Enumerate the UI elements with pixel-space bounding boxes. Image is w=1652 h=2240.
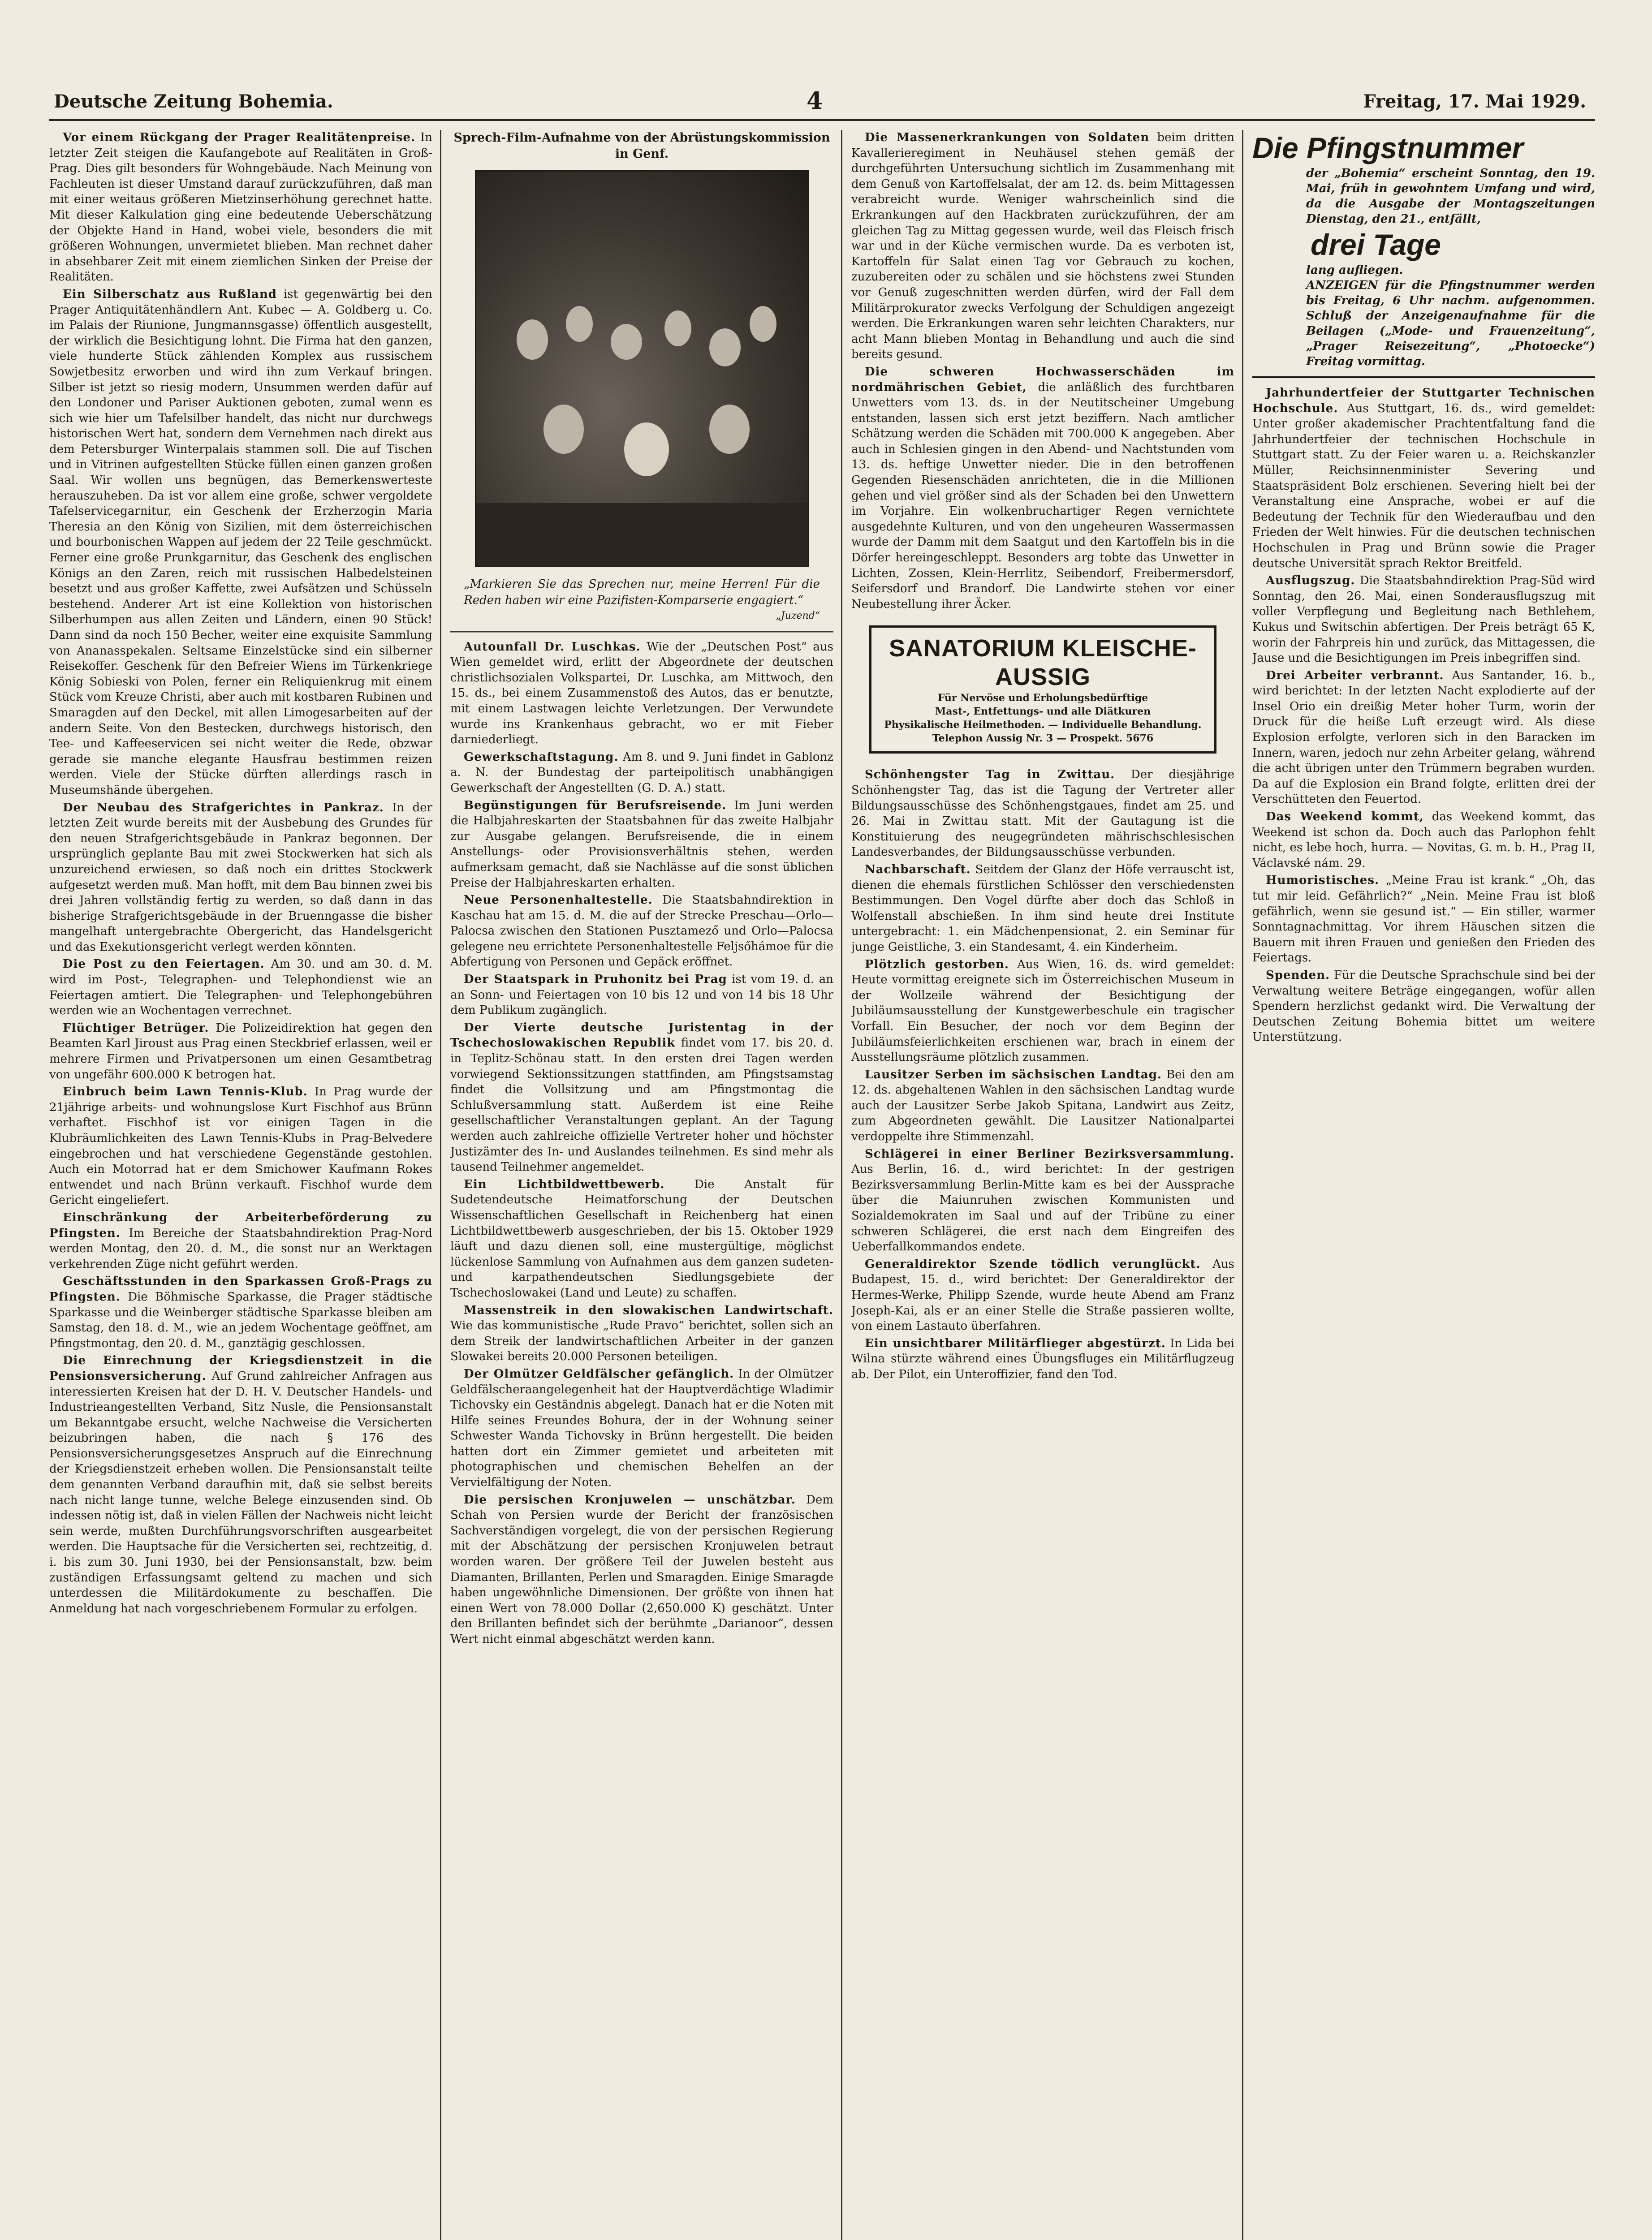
article: Einschränkung der Arbeiterbeförderung zu Pfingsten. Im Bereiche der Staatsbahndirektion Prag-Nord werden Montag, den 20. d. M., die sonst nur an Werktagen verkehrenden Züge nicht geführt werden. bbox=[49, 1210, 432, 1271]
ad-line: Für Nervöse und Erholungsbedürftige bbox=[937, 692, 1148, 704]
photo-credit: „Juzend“ bbox=[776, 610, 820, 621]
column-divider bbox=[440, 130, 441, 2240]
newspaper-page bbox=[49, 83, 1595, 2240]
article: Begünstigungen für Berufsreisende. Im Juni werden die Halbjahreskarten der Staatsbahnen für das zweite Halbjahr zur Ausgabe gelangen. Berufsreisende, die in einem Anstellungs- oder Provisionsverhältnis stehen, werden aufmerksam gemacht, daß sie Nachlässe auf die sonst üblichen Preise der Halbjahreskarten erhalten. bbox=[450, 798, 833, 890]
article: Ein Lichtbildwettbewerb. Die Anstalt für Sudetendeutsche Heimatforschung der Deutschen Wissenschaftlichen Gesellschaft in Reichenberg hat einen Lichtbildwettbewerb ausgeschrieben, der bis 15. Oktober 1929 läuft und dazu dienen soll, eine mustergültige, möglichst lückenlose Sammlung von Aufnahmen aus dem ganzen sudeten- und karpathendeutschen Siedlungsgebiete der Tschechoslowakei (Land und Leute) zu schaffen. bbox=[450, 1177, 833, 1300]
ad-title: SANATORIUM KLEISCHE-AUSSIG bbox=[889, 635, 1197, 691]
column-3 bbox=[851, 130, 1234, 2240]
article: Flüchtiger Betrüger. Die Polizeidirektion hat gegen den Beamten Karl Jiroust aus Prag einen Steckbrief erlassen, weil er mehrere Firmen und Privatpersonen um einen Gesamtbetrag von ungefähr 600.000 K betrogen hat. bbox=[49, 1021, 432, 1081]
article: Autounfall Dr. Luschkas. Wie der „Deutschen Post“ aus Wien gemeldet wird, erlitt der Abgeordnete der deutschen christlichsozialen Volkspartei, Dr. Luschka, am Mittwoch, den 15. ds., bei einem Zusammenstoß des Autos, das er benutzte, mit einem Lastwagen leichte Verletzungen. Der Verwundete wurde ins Krankenhaus gebracht, wo er mit Fieber darniederliegt. bbox=[450, 640, 833, 747]
article: Drei Arbeiter verbrannt. Aus Santander, 16. b., wird berichtet: In der letzten Nacht explodierte auf der Insel Orio ein dreißig Meter hoher Turm, worin der Druck für die heiße Luft erzeugt wird. Als diese Explosion erfolgte, verloren sich in den Baracken im Innern, waren, jedoch nur zehn Arbeiter gelang, während die acht übrigen unter den Trümmern begraben wurden. Da auf die Explosion ein Brand folgte, erlitten drei der Verschütteten den Feuertod. bbox=[1252, 668, 1595, 806]
article: Neue Personenhaltestelle. Die Staatsbahndirektion in Kaschau hat am 15. d. M. die auf der Strecke Preschau—Orlo—Palocsa zwischen den Stationen Pusztamező und Orlo—Palocsa gelegene neu errichtete Personenhaltestelle Feljsőhámoe für die Abfertigung von Personen und Gepäck eröffnet. bbox=[450, 893, 833, 969]
article: Spenden. Für die Deutsche Sprachschule sind bei der Verwaltung weitere Beträge eingegangen, wofür allen Spendern herzlichst gedankt wird. Die Verwaltung der Deutschen Zeitung Bohemia bittet um weitere Unterstützung. bbox=[1252, 968, 1595, 1044]
pfingstnummer-title: Die Pfingstnummer bbox=[1252, 131, 1524, 164]
article: Der Vierte deutsche Juristentag in der Tschechoslowakischen Republik findet vom 17. bis 20. d. in Teplitz-Schönau statt. In den ersten drei Tagen werden vorwiegend Sektionssitzungen stattfinden, am Pfingstsamstag findet die Vollsitzung und am Pfingstmontag die Schlußversammlung statt. Außerdem ist eine Reihe gesellschaftlicher Veranstaltungen geplant. An der Tagung werden auch zahlreiche offizielle Vertreter hoher und höchster Justizämter des In- und Auslandes teilnehmen. Es sind mehr als tausend Teilnehmer angemeldet. bbox=[450, 1021, 833, 1174]
article: Einbruch beim Lawn Tennis-Klub. In Prag wurde der 21jährige arbeits- und wohnungslose Kurt Fischhof aus Brünn verhaftet. Fischhof ist vor einigen Tagen in die Klubräumlichkeiten des Lawn Tennis-Klubs in Prag-Belvedere eingebrochen und hat verschiedene Gegenstände gestohlen. Auch ein Motorrad hat er dem Smichower Kaufmann Rokes entwendet und nach Brünn verkauft. Fischhof wurde dem Gericht eingeliefert. bbox=[49, 1085, 432, 1207]
article: Die Einrechnung der Kriegsdienstzeit in die Pensionsversicherung. Auf Grund zahlreicher Anfragen aus interessierten Kreisen hat der D. H. V. Deutscher Handels- und Industrieangestellten Verband, Sitz Nusle, die Pensionsanstalt um Bekanntgabe ersucht, welche Nachweise die Versicherten beizubringen haben, die nach § 176 des Pensionsversicherungsgesetzes Anspruch auf die Einrechnung der Kriegsdienstzeit erheben wollen. Die Pensionsanstalt teilte dem genannten Verband daraufhin mit, daß sie selbst bereits nach nicht lange tunne, welche Belege einzusenden sind. Ob indessen nötig ist, daß in vielen Fällen der Nachweis nicht leicht sein werde, mußten Durchführungsvorschriften ausgearbeitet werden. Die Hauptsache für die Versicherten sei, rechtzeitig, d. i. bis zum 30. Juni 1930, bei der Pensionsanstalt, bzw. beim zuständigen Erfassungsamt geltend zu machen und sich unterdessen die Militärdokumente zu beschaffen. Die Anmeldung hat nach vorgeschriebenem Formular zu erfolgen. bbox=[49, 1354, 432, 1615]
article: Vor einem Rückgang der Prager Realitätenpreise. In letzter Zeit steigen die Kaufangebote auf Realitäten in Groß-Prag. Dies gilt besonders für Wohngebäude. Nach Meinung von Fachleuten ist dieser Umstand darauf zurückzuführen, daß man mit einer weitaus größeren Mietzinserhöhung gerechnet hatte. Mit dieser Kalkulation ging eine bedeutende Ueberschätzung der Objekte Hand in Hand, wobei viele, besonders die mit größeren Wohnungen, unvermietet blieben. Man rechnet daher in absehbarer Zeit mit einem ziemlichen Sinken der Preise der Realitäten. bbox=[49, 131, 432, 284]
column-divider bbox=[841, 130, 842, 2240]
article: Massenstreik in den slowakischen Landwirtschaft. Wie das kommunistische „Rude Pravo“ berichtet, sollen sich an dem Streik der landwirtschaftlichen Arbeiter in der ganzen Slowakei bereits 20.000 Personen beteiligen. bbox=[450, 1303, 833, 1364]
article: Plötzlich gestorben. Aus Wien, 16. ds. wird gemeldet: Heute vormittag ereignete sich im Österreichischen Museum in der Wollzeile während der Besichtigung der Jubiläumsausstellung der Kunstgewerbeschule ein tragischer Vorfall. Ein Besucher, der noch vor dem Beginn der Jubiläumsfeierlichkeiten erschienen war, brach in einem der Ausstellungsräume plötzlich zusammen. bbox=[851, 957, 1234, 1064]
article: Gewerkschaftstagung. Am 8. und 9. Juni findet in Gablonz a. N. der Bundestag der parteipolitisch unabhängigen Gewerkschaft der Angestellten (G. D. A.) statt. bbox=[450, 750, 833, 795]
ad-line: Physikalische Heilmethoden. — Individuelle Behandlung. bbox=[884, 719, 1202, 731]
article: Schönhengster Tag in Zwittau. Der diesjährige Schönhengster Tag, das ist die Tagung der Vertreter aller Bildungsausschüsse des Schönhengstgaues, findet am 25. und 26. Mai in Zwittau statt. Mit der Gautagung ist die Konstituierung des neugegründeten mährischschlesischen Landesverbandes, der Bildungsausschüsse verbunden. bbox=[851, 768, 1234, 859]
article: Der Staatspark in Pruhonitz bei Prag ist vom 19. d. an an Sonn- und Feiertagen von 10 bis 12 und von 14 bis 18 Uhr dem Publikum zugänglich. bbox=[450, 973, 833, 1017]
article: Jahrhundertfeier der Stuttgarter Technischen Hochschule. Aus Stuttgart, 16. ds., wird gemeldet: Unter großer akademischer Prachtentfaltung fand die Jahrhundertfeier der technischen Hochschule in Stuttgart statt. Zu der Feier waren u. a. Reichskanzler Müller, Reichsinnenminister Severing und Staatspräsident Bolz erschienen. Severing hielt bei der Veranstaltung eine Ansprache, wobei er auf die Bedeutung der Technik für den Wiederaufbau und den Frieden der Welt hinwies. Für die deutschen technischen Hochschulen in Prag und Brünn sowie die Prager deutsche Universität sprach Rektor Breitfeld. bbox=[1252, 386, 1595, 570]
pfingstnummer-after: lang aufliegen. bbox=[1306, 263, 1403, 277]
article: Der Olmützer Geldfälscher gefänglich. In der Olmützer Geldfälscheraangelegenheit hat der Hauptverdächtige Wladimir Tichovsky ein Geständnis abgelegt. Danach hat er die Noten mit Hilfe seines Freundes Bohura, der in der Wohnung seiner Schwester Wanda Tichovsky in Brünn hergestellt. Die beiden hatten dort ein Zimmer gemietet und arbeiteten mit photographischen und chemischen Behelfen an der Vervielfältigung der Noten. bbox=[450, 1367, 833, 1490]
column-divider bbox=[1242, 130, 1243, 2240]
ad-line: Mast-, Entfettungs- und alle Diätkuren bbox=[935, 706, 1151, 718]
article: Schlägerei in einer Berliner Bezirksversammlung. Aus Berlin, 16. d., wird berichtet: In der gestrigen Bezirksversammlung Berlin-Mitte kam es bei der Aussprache über die Maiunruhen zwischen Kommunisten und Sozialdemokraten im Saal und auf der Tribüne zu einer schweren Schlägerei, die erst nach dem Eingreifen des Ueberfallkommandos endete. bbox=[851, 1147, 1234, 1254]
article: Die persischen Kronjuwelen — unschätzbar. Dem Schah von Persien wurde der Bericht der französischen Sachverständigen vorgelegt, die von der persischen Regierung mit der Abschätzung der persischen Kronjuwelen betraut worden waren. Der größere Teil der Juwelen besteht aus Diamanten, Brillanten, Perlen und Smaragden. Einige Smaragde haben ungewöhnliche Dimensionen. Der größte von ihnen hat einen Wert von 78.000 Dollar (2,650.000 K) geschätzt. Unter den Brillanten befindet sich der berühmte „Darianoor“, dessen Wert nicht einmal abgeschätzt werden kann. bbox=[450, 1493, 833, 1646]
column-1 bbox=[49, 130, 432, 2240]
article: Generaldirektor Szende tödlich verunglückt. Aus Budapest, 15. d., wird berichtet: Der Generaldirektor der Hermes-Werke, Philipp Szende, wurde heute Abend am Franz Joseph-Kai, als er an einer Stelle die Straße passieren wollte, von einem Lastauto überfahren. bbox=[851, 1257, 1234, 1333]
section-divider bbox=[1252, 376, 1595, 378]
column-2 bbox=[450, 130, 833, 2240]
column-4 bbox=[1252, 130, 1595, 2240]
pfingstnummer-notice: der „Bohemia“ erscheint Sonntag, den 19. Mai, früh in gewohntem Umfang und wird, da die Ausgabe der Montagszeitungen Dienstag, den 21., entfällt, bbox=[1306, 167, 1595, 226]
article: Die Post zu den Feiertagen. Am 30. und am 30. d. M. wird im Post-, Telegraphen- und Telephondienst wie an Feiertagen amtiert. Die Telegraphen- und Telephongebühren werden wie an Wochentagen verrechnet. bbox=[49, 957, 432, 1018]
masthead bbox=[49, 83, 1595, 121]
article: Ein Silberschatz aus Rußland ist gegenwärtig bei den Prager Antiquitätenhändlern Ant. Kubec — A. Goldberg u. Co. im Palais der Riunione, Jungmannsgasse) öffentlich ausgestellt, der wirklich die Besichtigung lohnt. Die Firma hat den ganzen, viele hunderte Stück zählenden Komplex aus russischem Sowjetbesitz erworben und wird ihn zum Verkauf bringen. Silber ist jetzt so riesig modern, Unsummen werden dafür auf den Londoner und Pariser Auktionen geboten, zumal wenn es sich wie hier um Tafelsilber handelt, das nicht nur durchwegs historischen Wert hat, sondern dem Vernehmen nach direkt aus dem Petersburger Winterpalais stammen soll. Die auf Tischen und in Vitrinen aufgestellten Stücke füllen einen ganzen großen Saal. Wir wollen uns begnügen, das Bemerkenswerteste herauszuheben. Da ist vor allem eine große, schwer vergoldete Tafelservicegarnitur, ein Geschenk der Erzherzogin Maria Theresia an den König von Sizilien, mit dem österreichischen und bourbonischen Wappen auf jedem der 22 Teile geschmückt. Ferner eine große Prunkgarnitur, das Geschenk des englischen Königs an den Zaren, reich mit russischen Halbedelsteinen besetzt und aus großer Kaffette, zwei Aufsätzen und Schüsseln bestehend. Anderer Art ist eine Kollektion von historischen Silberhumpen aus allen Zeiten und Ländern, einen 90 Stück! Dann sind da noch 150 Becher, weiter eine exquisite Sammlung von Ananasspekalen. Seltsame Einzelstücke sind ein silberner Reisekoffer. Geschenk für den Befreier Wiens im Türkenkriege König Sobieski von Polen, ferner ein Reliquienkrug mit einem Stück vom Kreuze Christi, aber auch mit kostbaren Rubinen und Smaragden auf den Deckel, mit allen Limogesarbeiten auf der andern Seite. Von den Bestecken, durchwegs historisch, den Tee- und Kaffeeservicen sei nicht weiter die Rede, obzwar gerade sie manche elegante Hausfrau bestimmen reizen werden. Viele der Stücke dürften allerdings rasch in Museumshände übergehen. bbox=[49, 287, 432, 797]
article: Lausitzer Serben im sächsischen Landtag. Bei den am 12. ds. abgehaltenen Wahlen in den sächsischen Landtag wurde auch der Lausitzer Serbe Jakob Spitana, Landwirt aus Zeitz, zum Abgeordneten gewählt. Die Lausitzer Nationalpartei verdoppelte ihre Stimmenzahl. bbox=[851, 1068, 1234, 1144]
photo-caption: „Markieren Sie das Sprechen nur, meine Herren! Für die Reden haben wir eine Pazifisten-Komparserie engagiert.“ bbox=[464, 577, 820, 607]
page-number: 4 bbox=[807, 87, 823, 115]
article: Die schweren Hochwasserschäden im nordmährischen Gebiet, die anläßlich des furchtbaren Unwetters vom 13. ds. in der Neutitscheiner Umgebung entstanden, lassen sich erst jetzt beziffern. Nach amtlicher Schätzung werden die Schäden mit 700.000 K angegeben. Aber auch in Schlesien gingen in den Abend- und Nachtstunden vom 13. ds. heftige Unwetter nieder. Die in den betroffenen Gegenden Riesenschäden anrichteten, die in die Millionen gehen und viel größer sind als der Schaden bei den Unwettern im Vorjahre. Ein wolkenbruchartiger Regen vernichtete ausgedehnte Kulturen, und von den ungeheuren Wassermassen wurde der Damm mit dem Saatgut und den Kartoffeln bis in die Dörfer hereingeschleppt. Besonders arg tobte das Unwetter in Lichten, Zossen, Klein-Herrlitz, Seibendorf, Freibermersdorf, Seifersdorf und Brandorf. Die Landwirte stehen vor einer Neubestellung ihrer Äcker. bbox=[851, 365, 1234, 611]
article: Die Massenerkrankungen von Soldaten beim dritten Kavallerieregiment in Neuhäusel stehen gemäß der durchgeführten Untersuchung sichtlich im Zusammenhang mit dem Genuß von Kartoffelsalat, der am 12. ds. beim Mittagessen verabreicht wurde. Weniger wahrscheinlich sind die Erkrankungen auf den Hackbraten zurückzuführen, der am gleichen Tag zu Mittag gegessen wurde, weil das Fleisch frisch war und in der Küche vermischen wurde. Da es verboten ist, Kartoffeln für Salat einen Tag vor Gebrauch zu kochen, zuzubereiten oder zu schälen und sie höchstens zwei Stunden vor Genuß zugeschnitten werden dürfen, wird der Fall dem Militärprokurator zwecks Verfolgung der Schuldigen angezeigt werden. Die Erkrankungen waren sehr leichten Charakters, nur acht Mann blieben Montag in Behandlung und auch die sind bereits gesund. bbox=[851, 131, 1234, 362]
ad-phone: Telephon Aussig Nr. 3 — Prospekt. 5676 bbox=[932, 732, 1154, 745]
sanatorium-advertisement bbox=[869, 625, 1216, 754]
issue-date: Freitag, 17. Mai 1929. bbox=[1363, 91, 1586, 112]
article: Geschäftsstunden in den Sparkassen Groß-Prags zu Pfingsten. Die Böhmische Sparkasse, die Prager städtische Sparkasse und die Weinberger städtische Sparkasse bleiben am Samstag, den 18. d. M., wie an jedem Wochentage geöffnet, am Pfingstmontag, den 20. d. M., ganztägig geschlossen. bbox=[49, 1275, 432, 1350]
pfingstnummer-ads: ANZEIGEN für die Pfingstnummer werden bis Freitag, 6 Uhr nachm. aufgenommen. Schluß der Anzeigenaufnahme für die Beilagen („Mode- und Frauenzeitung“, „Prager Reisezeitung“, „Photoecke“) Freitag vormittag. bbox=[1306, 279, 1595, 368]
cartoon-photo bbox=[475, 170, 809, 567]
section-divider bbox=[450, 631, 833, 633]
article: Ein unsichtbarer Militärflieger abgestürzt. In Lida bei Wilna stürzte während eines Übungsfluges ein Militärflugzeug ab. Der Pilot, ein Unteroffizier, fand den Tod. bbox=[851, 1336, 1234, 1381]
paper-name: Deutsche Zeitung Bohemia. bbox=[54, 91, 333, 112]
article: Das Weekend kommt, das Weekend kommt, das Weekend ist schon da. Doch auch das Parlophon fehlt nicht, es lebe hoch, hurra. — Novitas, G. m. b. H., Prag II, Václavské nám. 29. bbox=[1252, 810, 1595, 870]
article: Ausflugszug. Die Staatsbahndirektion Prag-Süd wird Sonntag, den 26. Mai, einen Sonderausflugszug mit voller Verpflegung und Begleitung nach Bethlehem, Kukus und Switschin abfertigen. Der Preis beträgt 65 K, worin der Fahrpreis hin und zurück, das Mittagessen, die Jause und die Besichtigungen im Preis inbegriffen sind. bbox=[1252, 574, 1595, 665]
article: Nachbarschaft. Seitdem der Glanz der Höfe verrauscht ist, dienen die ehemals fürstlichen Schlösser den verschiedensten Bestimmungen. Den Vogel dürfte aber doch das Schloß in Wolfenstall abschießen. In ihm sind heute drei Institute untergebracht: 1. ein Mädchenpensionat, 2. ein Seminar für junge Geistliche, 3. ein Standesamt, 4. ein Kinderheim. bbox=[851, 862, 1234, 954]
article: Der Neubau des Strafgerichtes in Pankraz. In der letzten Zeit wurde bereits mit der Ausbebung des Grundes für den neuen Strafgerichtsgebäude in Pankraz begonnen. Der ursprünglich geplante Bau mit zwei Stockwerken hat sich als unzureichend erwiesen, so daß noch ein drittes Stockwerk aufgesetzt werden muß. Man hofft, mit dem Bau binnen zwei bis drei Jahren vollständig fertig zu werden, so daß dann in das bisherige Strafgerichtsgebäude in der Bruenngasse die bisher mangelhaft untergebrachte Obergericht, das Handelsgericht und das Exekutionsgericht verlegt werden könnten. bbox=[49, 801, 432, 954]
pfingstnummer-highlight: drei Tage bbox=[1311, 228, 1441, 261]
photo-title: Sprech-Film-Aufnahme von der Abrüstungskommission in Genf. bbox=[453, 131, 830, 161]
article: Humoristisches. „Meine Frau ist krank.“ „Oh, das tut mir leid. Gefährlich?“ „Nein. Meine Frau ist bloß gefährlich, wenn sie gesund ist.“ — Ein stiller, warmer Sonntagnachmittag. Vor ihrem Häuschen sitzen die Bauern mit ihren Frauen und genießen den Frieden des Feiertags. bbox=[1252, 874, 1595, 965]
